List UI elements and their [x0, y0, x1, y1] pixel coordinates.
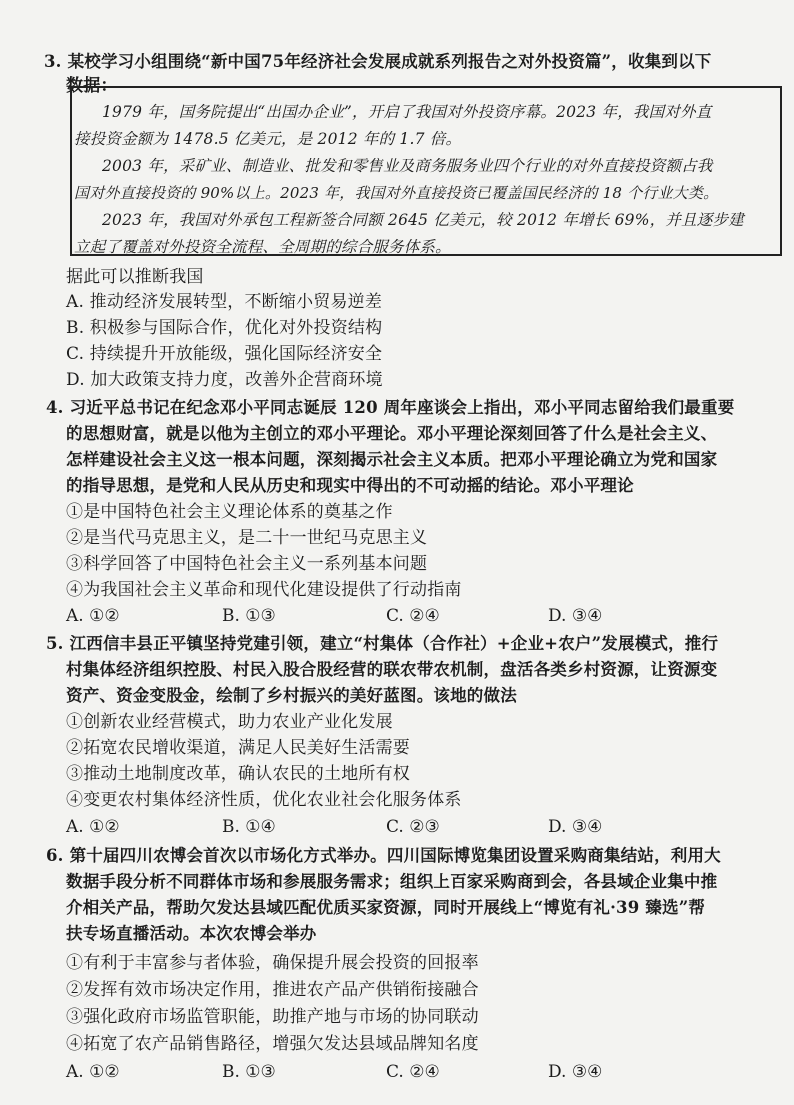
- q6-choice-a: A. ①②: [66, 1062, 120, 1082]
- q3-box-line: 接投资金额为 1478.5 亿美元，是 2012 年的 1.7 倍。: [74, 130, 462, 148]
- q4-choice-c: C. ②④: [386, 606, 440, 626]
- q3-option-d: D. 加大政策支持力度，改善外企营商环境: [66, 370, 383, 390]
- q4-stem-line: 4. 习近平总书记在纪念邓小平同志诞辰 120 周年座谈会上指出，邓小平同志留给我们最重要: [46, 398, 735, 417]
- q4-stem-line: 的指导思想，是党和人民从历史和现实中得出的不可动摇的结论。邓小平理论: [66, 476, 634, 495]
- q4-choice-a: A. ①②: [66, 606, 120, 626]
- q5-choice-d: D. ③④: [548, 817, 603, 837]
- q4-choice-b: B. ①③: [222, 606, 276, 626]
- q3-box-line: 立起了覆盖对外投资全流程、全周期的综合服务体系。: [74, 238, 451, 256]
- q4-item-2: ②是当代马克思主义，是二十一世纪马克思主义: [66, 528, 428, 548]
- q4-item-3: ③科学回答了中国特色社会主义一系列基本问题: [66, 554, 428, 574]
- q6-choice-c: C. ②④: [386, 1062, 440, 1082]
- q5-stem-line: 资产、资金变股金，绘制了乡村振兴的美好蓝图。该地的做法: [66, 686, 517, 705]
- q6-choice-b: B. ①③: [222, 1062, 276, 1082]
- q4-item-4: ④为我国社会主义革命和现代化建设提供了行动指南: [66, 580, 462, 600]
- q3-box-line: 2023 年，我国对外承包工程新签合同额 2645 亿美元，较 2012 年增长 69%，并且逐步建: [102, 211, 744, 229]
- q3-option-c: C. 持续提升开放能级，强化国际经济安全: [66, 344, 383, 364]
- q5-item-3: ③推动土地制度改革，确认农民的土地所有权: [66, 764, 410, 784]
- q5-choice-a: A. ①②: [66, 817, 120, 837]
- q5-item-2: ②拓宽农民增收渠道，满足人民美好生活需要: [66, 738, 410, 758]
- q3-box-line: 2003 年，采矿业、制造业、批发和零售业及商务服务业四个行业的对外直接投资额占我: [102, 157, 713, 175]
- q3-option-b: B. 积极参与国际合作，优化对外投资结构: [66, 318, 383, 338]
- q3-stem-line1: 3. 某校学习小组围绕“新中国75年经济社会发展成就系列报告之对外投资篇”，收集到以下: [44, 52, 712, 71]
- q3-stem-line2: 数据：: [66, 76, 118, 96]
- q4-choice-d: D. ③④: [548, 606, 603, 626]
- q6-choice-d: D. ③④: [548, 1062, 603, 1082]
- q6-item-3: ③强化政府市场监管职能，助推产地与市场的协同联动: [66, 1007, 479, 1027]
- q6-item-1: ①有利于丰富参与者体验，确保提升展会投资的回报率: [66, 953, 479, 973]
- q4-stem-line: 的思想财富，就是以他为主创立的邓小平理论。邓小平理论深刻回答了什么是社会主义、: [66, 424, 718, 443]
- q6-stem-line: 6. 第十届四川农博会首次以市场化方式举办。四川国际博览集团设置采购商集结站，利用大: [46, 846, 721, 865]
- q3-option-a: A. 推动经济发展转型，不断缩小贸易逆差: [66, 292, 383, 312]
- q5-item-4: ④变更农村集体经济性质，优化农业社会化服务体系: [66, 790, 462, 810]
- q5-stem-line: 村集体经济组织控股、村民入股合股经营的联农带农机制，盘活各类乡村资源，让资源变: [66, 660, 718, 679]
- q4-stem-line: 怎样建设社会主义这一根本问题，深刻揭示社会主义本质。把邓小平理论确立为党和国家: [66, 450, 718, 469]
- q3-box-line: 国对外直接投资的 90%以上。2023 年，我国对外直接投资已覆盖国民经济的 18 个行业大类。: [74, 184, 719, 202]
- q6-stem-line: 介相关产品，帮助欠发达县域匹配优质买家资源，同时开展线上“博览有礼·39 臻选”帮: [66, 898, 706, 917]
- q5-item-1: ①创新农业经营模式，助力农业产业化发展: [66, 712, 393, 732]
- q6-stem-line: 数据手段分析不同群体市场和参展服务需求；组织上百家采购商到会，各县域企业集中推: [66, 872, 718, 891]
- q5-choice-c: C. ②③: [386, 817, 440, 837]
- q3-box-line: 1979 年，国务院提出“出国办企业”，开启了我国对外投资序幕。2023 年，我国对外直: [102, 103, 712, 121]
- q6-item-2: ②发挥有效市场决定作用，推进农产品产供销衔接融合: [66, 980, 479, 1000]
- q3-question: 据此可以推断我国: [66, 267, 204, 287]
- q5-stem-line: 5. 江西信丰县正平镇坚持党建引领，建立“村集体（合作社）+企业+农户”发展模式，推行: [46, 634, 719, 653]
- q6-stem-line: 扶专场直播活动。本次农博会举办: [66, 924, 317, 943]
- q4-item-1: ①是中国特色社会主义理论体系的奠基之作: [66, 502, 393, 522]
- q6-item-4: ④拓宽了农产品销售路径，增强欠发达县域品牌知名度: [66, 1034, 479, 1054]
- q5-choice-b: B. ①④: [222, 817, 276, 837]
